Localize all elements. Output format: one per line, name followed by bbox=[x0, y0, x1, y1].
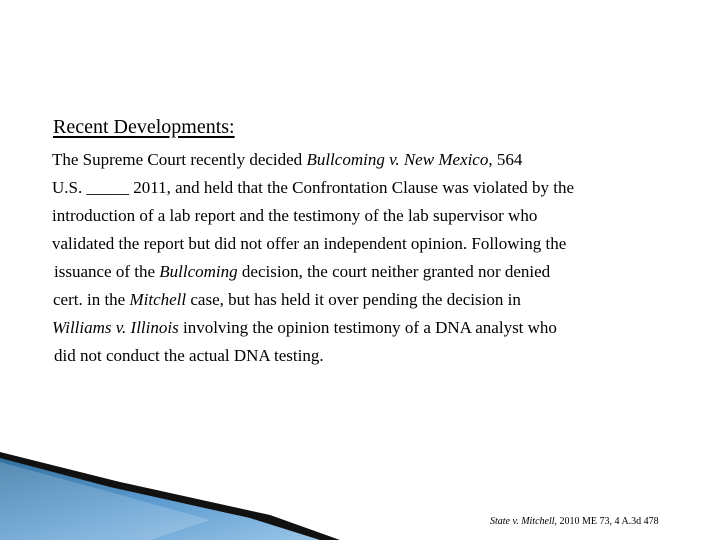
case-citation bbox=[490, 516, 659, 527]
line-segment-italic: Bullcoming v. New Mexico bbox=[306, 150, 489, 169]
citation-segment-italic: State v. Mitchell bbox=[490, 516, 555, 527]
line-segment-text: validated the report but did not offer an independent opinion. Following the bbox=[52, 234, 567, 253]
paragraph-line bbox=[52, 258, 702, 286]
paragraph-line bbox=[52, 342, 702, 370]
line-segment-text: introduction of a lab report and the testimony of the lab supervisor who bbox=[52, 206, 538, 225]
paragraph-line bbox=[52, 174, 702, 202]
line-segment-text: U.S. _____ 2011, and held that the Confrontation Clause was violated by the bbox=[52, 178, 575, 197]
line-segment-text: , 564 bbox=[488, 150, 523, 169]
slide-heading: Recent Developments: bbox=[53, 116, 235, 138]
line-segment-text: decision, the court neither granted nor denied bbox=[237, 262, 551, 281]
paragraph-line bbox=[52, 286, 702, 314]
line-segment-text: issuance of the bbox=[54, 262, 160, 281]
line-segment-text: case, but has held it over pending the decision in bbox=[186, 290, 521, 309]
paragraph-line bbox=[52, 314, 702, 342]
line-segment-text: cert. in the bbox=[53, 290, 130, 309]
citation-segment-text: , 2010 ME 73, 4 A.3d 478 bbox=[554, 516, 659, 527]
paragraph-line bbox=[52, 146, 702, 174]
body-paragraph bbox=[52, 146, 702, 370]
paragraph-line bbox=[52, 230, 702, 258]
line-segment-text: did not conduct the actual DNA testing. bbox=[54, 346, 324, 365]
line-segment-text: involving the opinion testimony of a DNA analyst who bbox=[178, 318, 557, 337]
line-segment-italic: Bullcoming bbox=[159, 262, 238, 281]
line-segment-italic: Mitchell bbox=[129, 290, 187, 309]
line-segment-text: The Supreme Court recently decided bbox=[52, 150, 307, 169]
line-segment-italic: Williams v. Illinois bbox=[52, 318, 179, 337]
paragraph-line bbox=[52, 202, 702, 230]
